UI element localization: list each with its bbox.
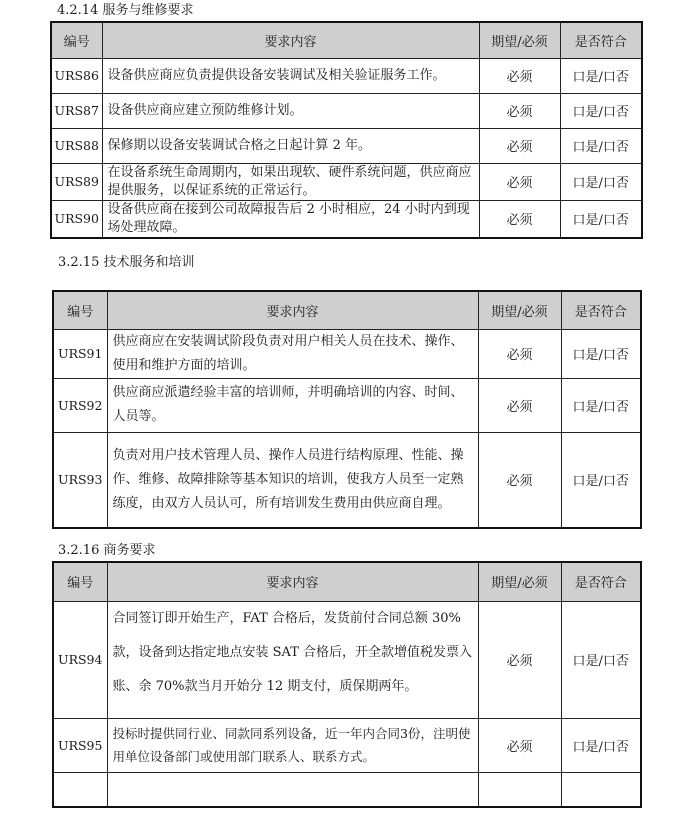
requirement-priority: 必须	[478, 432, 561, 528]
compliance-checkbox[interactable]: 口是/口否	[561, 718, 641, 772]
requirement-id: URS89	[51, 163, 102, 200]
section-heading-service-maintenance: 4.2.14 服务与维修要求	[57, 3, 194, 18]
table-row	[53, 432, 641, 528]
requirement-priority: 必须	[478, 329, 561, 378]
compliance-checkbox[interactable]: 口是/口否	[560, 200, 642, 238]
requirement-content: 负责对用户技术管理人员、操作人员进行结构原理、性能、操作、维修、故障排除等基本知识的培训，使我方人员至一定熟练度，由双方人员认可，所有培训发生费用由供应商自理。	[107, 432, 478, 528]
requirement-content: 在设备系统生命周期内，如果出现软、硬件系统问题，供应商应提供服务，以保证系统的正常运行。	[102, 163, 479, 200]
requirement-id: URS90	[51, 200, 102, 238]
requirement-id: URS93	[53, 432, 107, 528]
compliance-checkbox[interactable]: 口是/口否	[560, 58, 642, 93]
header-id: 编号	[53, 291, 107, 329]
requirement-content: 设备供应商应负责提供设备安装调试及相关验证服务工作。	[102, 58, 479, 93]
requirements-table-technical-training	[52, 290, 642, 529]
compliance-cell	[561, 772, 641, 807]
header-id: 编号	[53, 562, 107, 601]
header-priority: 期望/必须	[478, 291, 561, 329]
requirement-id: URS91	[53, 329, 107, 378]
table-row	[53, 329, 641, 378]
table-row	[51, 128, 642, 163]
compliance-checkbox[interactable]: 口是/口否	[561, 601, 641, 718]
requirement-content: 供应商应在安装调试阶段负责对用户相关人员在技术、操作、使用和维护方面的培训。	[107, 329, 478, 378]
compliance-checkbox[interactable]: 口是/口否	[561, 432, 641, 528]
requirement-priority: 必须	[479, 200, 560, 238]
compliance-checkbox[interactable]: 口是/口否	[560, 128, 642, 163]
requirement-content: 供应商应派遣经验丰富的培训师，并明确培训的内容、时间、人员等。	[107, 378, 478, 432]
table-row	[53, 378, 641, 432]
table-row	[53, 718, 641, 772]
header-content: 要求内容	[102, 22, 479, 58]
requirement-priority: 必须	[479, 58, 560, 93]
requirement-id: URS94	[53, 601, 107, 718]
compliance-checkbox[interactable]: 口是/口否	[560, 93, 642, 128]
section-heading-technical-training: 3.2.15 技术服务和培训	[58, 255, 195, 270]
requirement-priority: 必须	[479, 128, 560, 163]
requirement-priority: 必须	[478, 601, 561, 718]
requirements-table-commercial	[52, 561, 642, 808]
requirement-content: 设备供应商应建立预防维修计划。	[102, 93, 479, 128]
requirement-priority: 必须	[479, 163, 560, 200]
section-heading-commercial: 3.2.16 商务要求	[58, 543, 156, 558]
requirement-content: 保修期以设备安装调试合格之日起计算 2 年。	[102, 128, 479, 163]
requirement-content: 设备供应商在接到公司故障报告后 2 小时相应，24 小时内到现场处理故障。	[102, 200, 479, 238]
table-row	[51, 163, 642, 200]
compliance-checkbox[interactable]: 口是/口否	[561, 378, 641, 432]
header-priority: 期望/必须	[479, 22, 560, 58]
header-compliance: 是否符合	[561, 562, 641, 601]
requirement-id: URS95	[53, 718, 107, 772]
table-header-row	[51, 22, 642, 58]
table-row	[51, 93, 642, 128]
requirement-priority: 必须	[478, 718, 561, 772]
header-id: 编号	[51, 22, 102, 58]
requirement-id: URS88	[51, 128, 102, 163]
requirement-content: 投标时提供同行业、同款同系列设备，近一年内合同3份，注明使用单位设备部门或使用部门联系人、联系方式。	[107, 718, 478, 772]
compliance-checkbox[interactable]: 口是/口否	[560, 163, 642, 200]
requirement-id	[53, 772, 107, 807]
requirement-priority: 必须	[479, 93, 560, 128]
table-header-row	[53, 562, 641, 601]
table-header-row	[53, 291, 641, 329]
header-compliance: 是否符合	[561, 291, 641, 329]
requirements-table-service-maintenance	[50, 21, 643, 239]
header-priority: 期望/必须	[478, 562, 561, 601]
requirement-id: URS87	[51, 93, 102, 128]
requirement-content: 合同签订即开始生产，FAT 合格后，发货前付合同总额 30%款，设备到达指定地点安装 SAT 合格后，开全款增值税发票入账、余 70%款当月开始分 12 期支付，质保期两年。	[107, 601, 478, 718]
requirement-id: URS92	[53, 378, 107, 432]
requirement-priority: 必须	[478, 378, 561, 432]
table-row	[51, 58, 642, 93]
requirement-id: URS86	[51, 58, 102, 93]
table-row-empty	[53, 772, 641, 807]
header-content: 要求内容	[107, 291, 478, 329]
requirement-priority	[478, 772, 561, 807]
header-content: 要求内容	[107, 562, 478, 601]
requirement-content	[107, 772, 478, 807]
table-row	[51, 200, 642, 238]
compliance-checkbox[interactable]: 口是/口否	[561, 329, 641, 378]
header-compliance: 是否符合	[560, 22, 642, 58]
table-row	[53, 601, 641, 718]
